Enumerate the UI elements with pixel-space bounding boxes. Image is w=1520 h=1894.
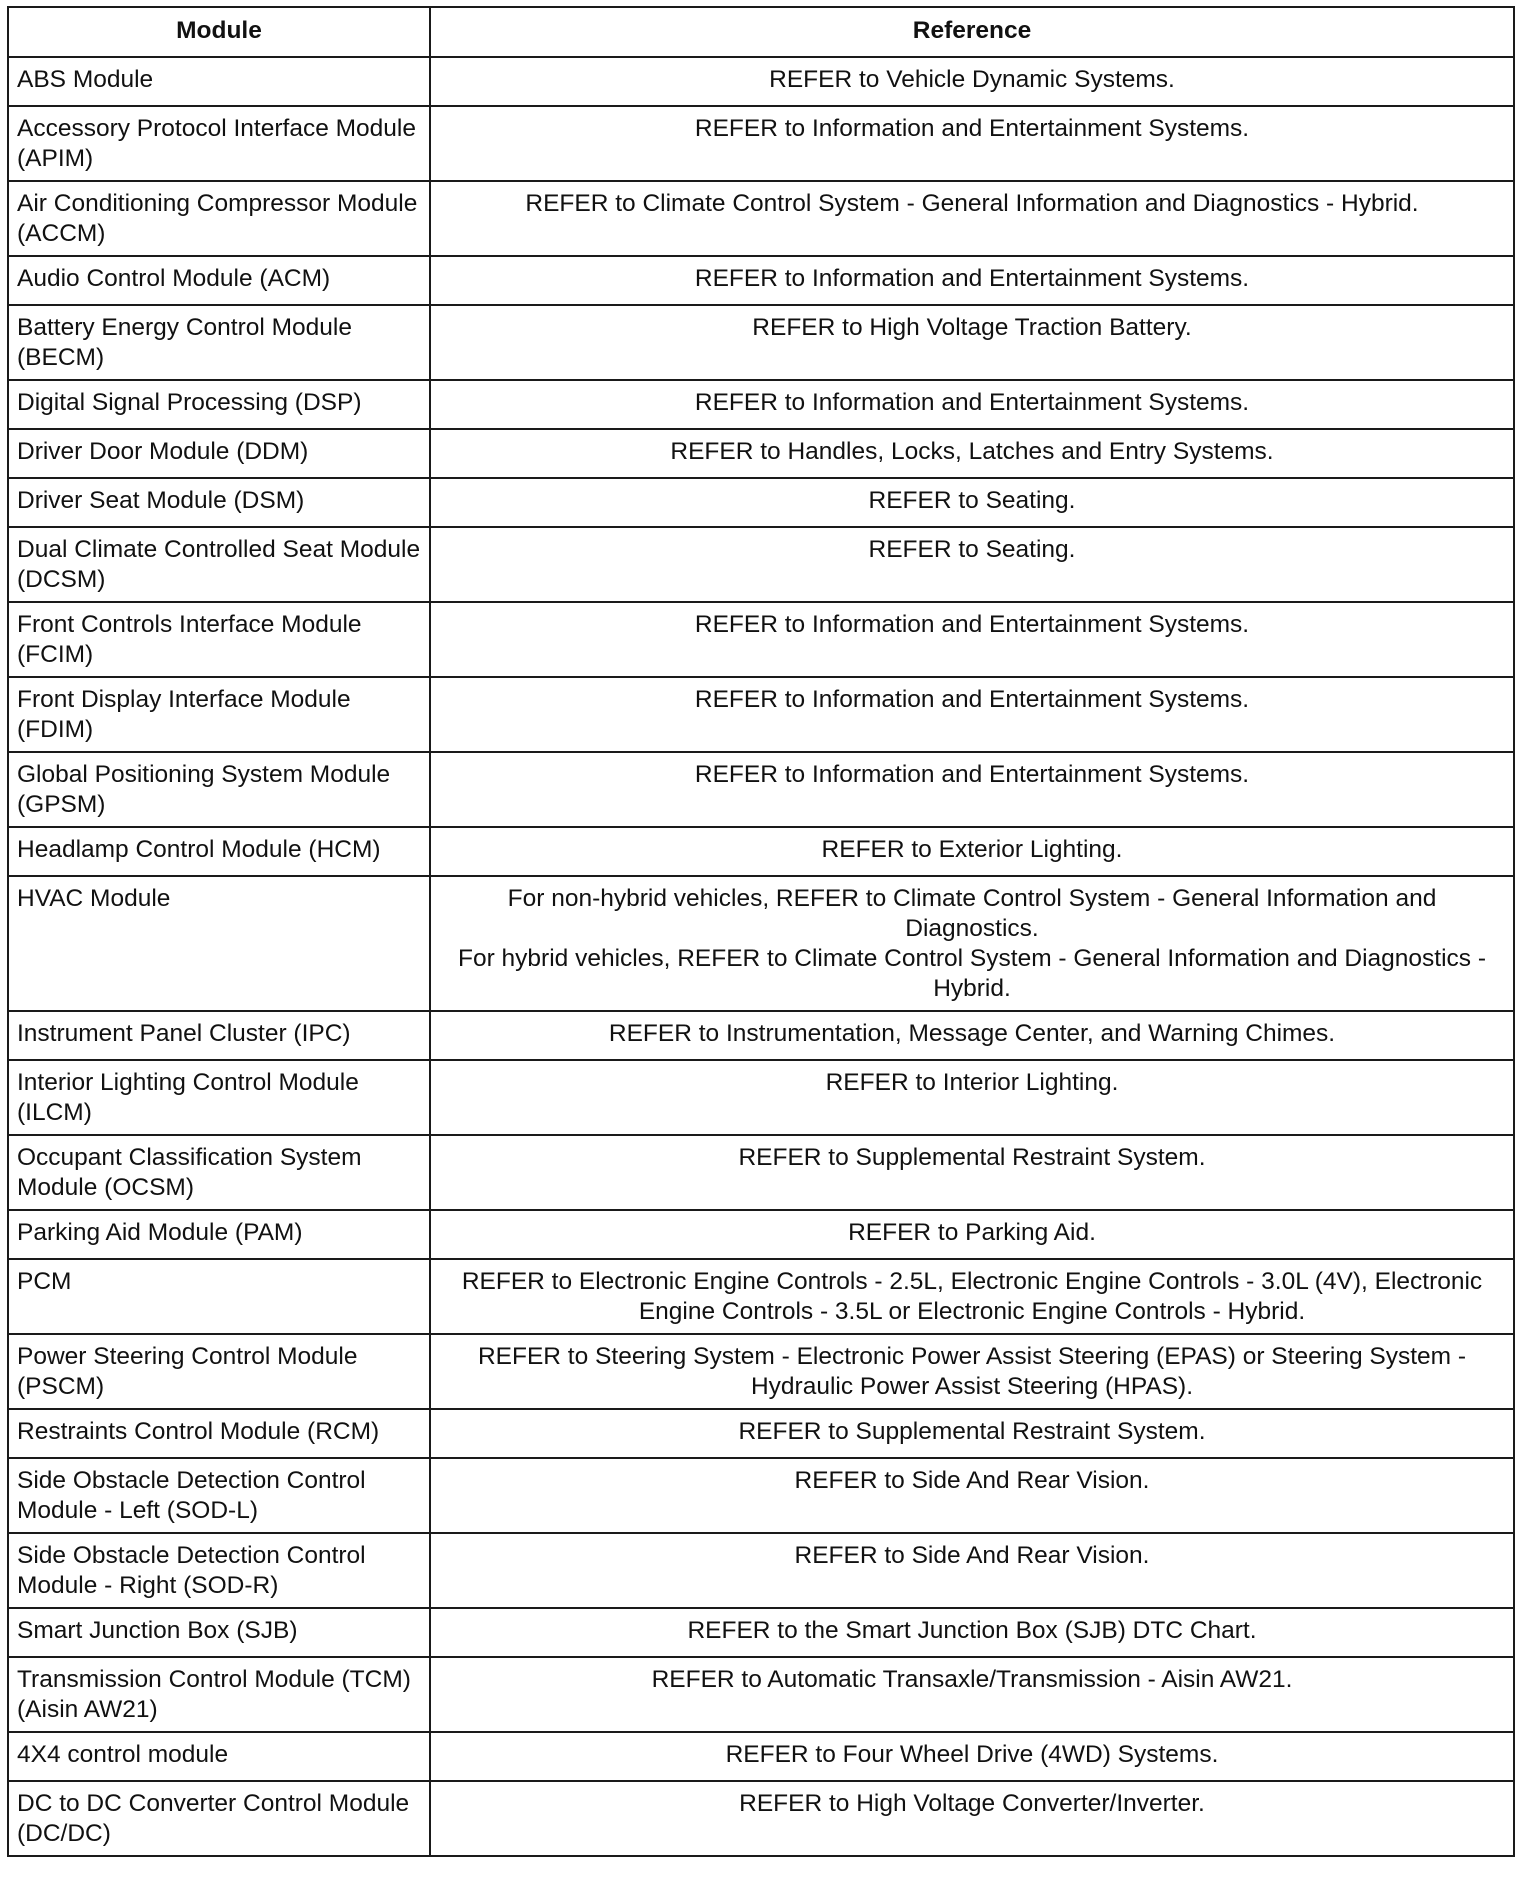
module-cell: PCM [8,1259,430,1334]
reference-cell [430,429,1514,478]
reference-text: REFER to Side And Rear Vision. [794,1542,1150,1569]
table-row [8,1458,1514,1533]
column-header-module: Module [8,7,430,57]
table-row [8,181,1514,256]
module-cell: Audio Control Module (ACM) [8,256,430,305]
table-row [8,106,1514,181]
column-header-reference: Reference [430,7,1514,57]
reference-text: REFER to Four Wheel Drive (4WD) Systems. [725,1741,1219,1768]
reference-cell [430,1608,1514,1657]
reference-cell [430,181,1514,256]
table-row [8,1135,1514,1210]
reference-text: REFER to Information and Entertainment Systems. [694,686,1250,713]
reference-cell [430,527,1514,602]
reference-text: REFER to Exterior Lighting. [821,836,1123,863]
table-row [8,1732,1514,1781]
reference-cell [430,876,1514,1011]
module-cell: Driver Door Module (DDM) [8,429,430,478]
table-row [8,429,1514,478]
table-row [8,1657,1514,1732]
table-row [8,256,1514,305]
reference-text: REFER to Electronic Engine Controls - 2.5L, Electronic Engine Controls - 3.0L (4V), Electronic Engine Controls - 3.5L or Electronic Engine Controls - Hybrid. [461,1268,1483,1325]
reference-text: REFER to Information and Entertainment Systems. [694,115,1250,142]
table-row [8,677,1514,752]
table-row [8,827,1514,876]
reference-text: REFER to Information and Entertainment Systems. [694,265,1250,292]
table-row [8,1210,1514,1259]
table-row [8,478,1514,527]
table-row [8,1011,1514,1060]
reference-cell [430,677,1514,752]
reference-text: REFER to Steering System - Electronic Power Assist Steering (EPAS) or Steering System - Hydraulic Power Assist Steering (HPAS). [477,1343,1467,1400]
module-cell: Global Positioning System Module (GPSM) [8,752,430,827]
reference-cell [430,1210,1514,1259]
reference-cell [430,602,1514,677]
module-cell: Digital Signal Processing (DSP) [8,380,430,429]
module-cell: Smart Junction Box (SJB) [8,1608,430,1657]
module-cell: ABS Module [8,57,430,106]
reference-cell [430,256,1514,305]
reference-text: REFER to Vehicle Dynamic Systems. [769,66,1175,93]
reference-text: REFER to Parking Aid. [848,1219,1096,1246]
reference-text: REFER to Supplemental Restraint System. [738,1144,1206,1171]
table-body [8,57,1514,1856]
module-cell: Parking Aid Module (PAM) [8,1210,430,1259]
reference-text: REFER to Information and Entertainment Systems. [694,761,1250,788]
module-cell: DC to DC Converter Control Module (DC/DC) [8,1781,430,1856]
reference-cell [430,1732,1514,1781]
module-cell: Accessory Protocol Interface Module (APIM) [8,106,430,181]
reference-cell [430,752,1514,827]
table-row [8,1259,1514,1334]
reference-text: REFER to Side And Rear Vision. [794,1467,1150,1494]
module-cell: Power Steering Control Module (PSCM) [8,1334,430,1409]
module-cell: Occupant Classification System Module (OCSM) [8,1135,430,1210]
reference-text: REFER to Information and Entertainment Systems. [694,389,1250,416]
table-header-row [8,7,1514,57]
reference-cell [430,1259,1514,1334]
reference-cell [430,1458,1514,1533]
reference-text: For hybrid vehicles, REFER to Climate Control System - General Information and Diagnostics - Hybrid. [457,945,1487,1002]
module-cell: 4X4 control module [8,1732,430,1781]
reference-cell [430,478,1514,527]
module-cell: Dual Climate Controlled Seat Module (DCSM) [8,527,430,602]
reference-text: REFER to Instrumentation, Message Center, and Warning Chimes. [608,1020,1336,1047]
reference-text: REFER to Supplemental Restraint System. [738,1418,1206,1445]
module-cell: Side Obstacle Detection Control Module - Right (SOD-R) [8,1533,430,1608]
module-cell: Restraints Control Module (RCM) [8,1409,430,1458]
module-cell: Headlamp Control Module (HCM) [8,827,430,876]
reference-text: REFER to Interior Lighting. [825,1069,1119,1096]
reference-cell [430,57,1514,106]
reference-cell [430,380,1514,429]
module-cell: HVAC Module [8,876,430,1011]
module-cell: Battery Energy Control Module (BECM) [8,305,430,380]
module-cell: Transmission Control Module (TCM) (Aisin AW21) [8,1657,430,1732]
reference-text: REFER to Information and Entertainment Systems. [694,611,1250,638]
table-row [8,1409,1514,1458]
reference-text: For non-hybrid vehicles, REFER to Climate Control System - General Information and Diagnostics. [507,885,1437,942]
module-cell: Front Controls Interface Module (FCIM) [8,602,430,677]
reference-text: REFER to Automatic Transaxle/Transmission - Aisin AW21. [651,1666,1293,1693]
module-cell: Front Display Interface Module (FDIM) [8,677,430,752]
reference-cell [430,1334,1514,1409]
reference-text: REFER to Seating. [868,487,1076,514]
table-row [8,305,1514,380]
table-row [8,1533,1514,1608]
reference-cell [430,827,1514,876]
reference-cell [430,1135,1514,1210]
table-row [8,602,1514,677]
table-row [8,752,1514,827]
table-row [8,1608,1514,1657]
reference-text: REFER to High Voltage Traction Battery. [752,314,1192,341]
table-row [8,527,1514,602]
reference-cell [430,305,1514,380]
reference-text: REFER to High Voltage Converter/Inverter. [739,1790,1205,1817]
table-row [8,876,1514,1011]
reference-cell [430,1409,1514,1458]
module-cell: Side Obstacle Detection Control Module - Left (SOD-L) [8,1458,430,1533]
reference-cell [430,1011,1514,1060]
reference-cell [430,1060,1514,1135]
reference-text: REFER to the Smart Junction Box (SJB) DTC Chart. [687,1617,1257,1644]
module-cell: Driver Seat Module (DSM) [8,478,430,527]
module-cell: Instrument Panel Cluster (IPC) [8,1011,430,1060]
module-reference-table [7,6,1515,1857]
table-row [8,57,1514,106]
table-row [8,1781,1514,1856]
module-cell: Interior Lighting Control Module (ILCM) [8,1060,430,1135]
reference-text: REFER to Seating. [868,536,1076,563]
table-row [8,1334,1514,1409]
table-row [8,380,1514,429]
table-row [8,1060,1514,1135]
reference-text: REFER to Handles, Locks, Latches and Entry Systems. [670,438,1274,465]
reference-cell [430,1533,1514,1608]
reference-text: REFER to Climate Control System - General Information and Diagnostics - Hybrid. [525,190,1419,217]
module-cell: Air Conditioning Compressor Module (ACCM) [8,181,430,256]
reference-cell [430,1781,1514,1856]
reference-cell [430,106,1514,181]
reference-cell [430,1657,1514,1732]
